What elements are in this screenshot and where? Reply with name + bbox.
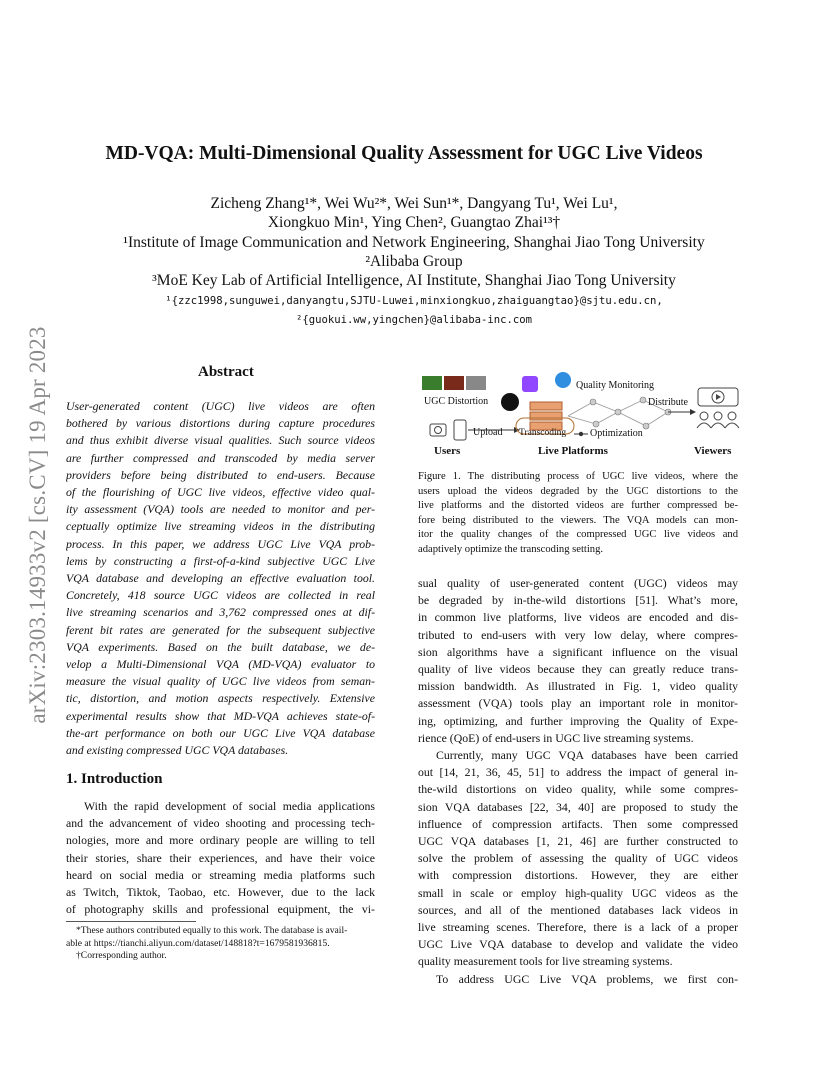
body-line: sual quality of user-generated content (UGC) videos may xyxy=(418,576,738,590)
caption-line: users upload the videos degraded by the UGC distortions to the xyxy=(418,485,738,497)
body-line: sion VQA databases [22, 34, 40] are proposed to study the xyxy=(418,799,738,814)
body-line: with compression distortions. However, they are either xyxy=(418,868,738,883)
body-line: To address UGC Live VQA problems, we first con- xyxy=(436,971,738,986)
body-line: quality measurement tools for live streaming systems. xyxy=(418,954,673,969)
label-upload: Upload xyxy=(473,427,503,438)
intro-line: their stories, share their experiences, and have their voice xyxy=(66,850,375,865)
affiliation-2: ²Alibaba Group xyxy=(365,253,463,270)
server-icon xyxy=(530,402,562,410)
abstract-line: and existing compressed UGC VQA databases. xyxy=(66,743,289,758)
caption-line: Figure 1. The distributing process of UGC live videos, where the xyxy=(418,471,738,482)
abstract-line: and thus exhibit diverse visual qualities. Such source videos xyxy=(66,433,375,448)
body-line: in common live platforms, live videos are encoded and dis- xyxy=(418,610,738,625)
caption-line: itor the quality changes of the compressed UGC live videos and xyxy=(418,529,738,541)
label-transcoding: Transcoding xyxy=(519,428,567,438)
body-line: quality of live videos because they can greatly reduce trans- xyxy=(418,662,738,677)
abstract-line: of the flourishing of UGC live videos, effective video qual- xyxy=(66,485,375,500)
label-viewers: Viewers xyxy=(694,445,732,457)
abstract-heading: Abstract xyxy=(198,364,254,380)
abstract-line: ity assessment (VQA) tools are needed to monitor and per- xyxy=(66,502,375,517)
thumbnail-icon xyxy=(422,376,442,390)
intro-line: nologies, more and more ordinary people are willing to tell xyxy=(66,833,375,848)
authors-line-1: Zicheng Zhang¹*, Wei Wu²*, Wei Sun¹*, Dangyang Tu¹, Wei Lu¹, xyxy=(210,195,618,212)
twitch-icon xyxy=(522,376,538,392)
abstract-line: experimental results show that MD-VQA achieves state-of- xyxy=(66,708,375,723)
abstract-line: velop a Multi-Dimensional VQA (MD-VQA) evaluator to xyxy=(66,657,375,672)
affiliation-1: ¹Institute of Image Communication and Network Engineering, Shanghai Jiao Tong University xyxy=(123,234,705,251)
intro-line: heard on social media or streaming media platforms such xyxy=(66,867,375,882)
mascot-icon xyxy=(555,372,571,388)
abstract-body xyxy=(66,398,375,759)
arxiv-id: arXiv:2303.14933v2 [cs.CV] 19 Apr 2023 xyxy=(25,326,50,724)
email-line-1: ¹{zzc1998,sunguwei,danyangtu,SJTU-Luwei,minxiongkuo,zhaiguangtao}@sjtu.edu.cn, xyxy=(165,295,663,307)
label-optimization: Optimization xyxy=(590,428,643,439)
right-column-body xyxy=(418,575,738,988)
label-ugc-distortion: UGC Distortion xyxy=(424,396,489,407)
camera-icon xyxy=(430,424,446,436)
abstract-line: tic, distortion, and motion aspects respectively. Extensive xyxy=(66,691,375,706)
intro-line: as Twitch, Tiktok, Taobao, etc. However, due to the lack xyxy=(66,885,375,900)
label-distribute: Distribute xyxy=(648,397,688,408)
label-users: Users xyxy=(434,445,461,457)
abstract-line: the-art performance on both our UGC Live VQA database xyxy=(66,725,375,740)
body-line: ing, optimizing, and further improving the Quality of Expe- xyxy=(418,713,738,728)
tiktok-icon xyxy=(501,393,519,411)
body-line: UGC VQA databases [1, 21, 46] are further constructed to xyxy=(418,834,738,849)
body-line: be degraded by in-the-wild distortions [51]. What’s more, xyxy=(418,593,738,608)
body-line: Currently, many UGC VQA databases have been carried xyxy=(436,748,738,763)
affiliation-3: ³MoE Key Lab of Artificial Intelligence, AI Institute, Shanghai Jiao Tong University xyxy=(152,272,676,289)
phone-icon xyxy=(454,420,466,440)
viewers-icon xyxy=(697,412,739,428)
intro-line: With the rapid development of social media applications xyxy=(84,799,375,813)
abstract-line: providers before being distributed to end-users. Because xyxy=(66,467,375,482)
abstract-line: live streaming scenarios and 3,762 compressed ones at dif- xyxy=(66,605,375,620)
body-line: tributed to end-users with very low delay, where compres- xyxy=(418,627,738,642)
body-line: solve the problem of assessing the quality of UGC videos xyxy=(418,851,738,866)
abstract-line: are further compressed and transcoded by media server xyxy=(66,450,375,465)
footnote-1-line-1: *These authors contributed equally to this work. The database is avail- xyxy=(76,925,348,936)
body-line: sources, and all of the mentioned databases lack videos in xyxy=(418,902,738,917)
body-line: the-wild distortions on video quality, while some compres- xyxy=(418,782,738,797)
authors-line-2: Xiongkuo Min¹, Ying Chen², Guangtao Zhai¹³† xyxy=(267,214,561,231)
footnote-rule xyxy=(66,921,196,922)
thumbnail-icon xyxy=(466,376,486,390)
intro-line: and the advancement of video shooting and processing tech- xyxy=(66,816,375,831)
abstract-line: VQA experiments. Based on the built database, we de- xyxy=(66,639,375,654)
abstract-line: ceptually optimize live streaming videos in the distributing xyxy=(66,519,375,534)
abstract-line: ferent bit rates are generated for the subsequent subjective xyxy=(66,622,375,637)
body-line: rience (QoE) of end-users in UGC live streaming systems. xyxy=(418,730,694,745)
body-line: influence of compression artifacts. Then some compressed xyxy=(418,816,738,831)
label-live-platforms: Live Platforms xyxy=(538,445,608,457)
abstract-line: measure the visual quality of UGC live videos from seman- xyxy=(66,674,375,689)
caption-line: fore being distributed to the viewers. The VQA models can mon- xyxy=(418,514,738,526)
email-line-2: ²{guokui.ww,yingchen}@alibaba-inc.com xyxy=(296,314,532,326)
body-line: sion algorithms have a significant influence on the visual xyxy=(418,644,738,659)
body-line: assessment (VQA) tools play an important role in monitor- xyxy=(418,696,738,711)
abstract-line: Concretely, 418 source UGC videos are collected in real xyxy=(66,588,375,603)
body-line: UGC Live VQA database to develop and validate the video xyxy=(418,937,738,952)
label-quality-monitoring: Quality Monitoring xyxy=(576,380,655,391)
body-line: live streaming scenes. Therefore, there is a lack of a proper xyxy=(418,920,738,935)
footnote-2: †Corresponding author. xyxy=(76,950,167,962)
thumbnail-icon xyxy=(444,376,464,390)
intro-body xyxy=(66,798,375,918)
body-line: mission bandwidth. As illustrated in Fig. 1, video quality xyxy=(418,679,738,694)
figure-1 xyxy=(418,372,740,460)
abstract-line: process. In this paper, we address UGC Live VQA prob- xyxy=(66,536,375,551)
figure-1-caption xyxy=(418,470,738,558)
arxiv-stamp xyxy=(22,285,54,765)
intro-heading: 1. Introduction xyxy=(66,771,163,787)
body-line: small in scale or employ high-quality UGC videos as the xyxy=(418,885,738,900)
abstract-line: lems by constructing a first-of-a-kind subjective UGC Live xyxy=(66,553,375,568)
abstract-line: bothered by various distortions during capture procedures xyxy=(66,416,375,431)
abstract-line: User-generated content (UGC) live videos are often xyxy=(66,399,375,413)
intro-line: of photography skills and professional equipment, the vi- xyxy=(66,902,375,917)
body-line: out [14, 21, 36, 45, 51] to address the impact of general in- xyxy=(418,765,738,780)
footnote-1-line-2: able at https://tianchi.aliyun.com/dataset/148818?t=1679581936815. xyxy=(66,937,330,949)
caption-line: adaptively optimize the transcoding setting. xyxy=(418,543,604,555)
abstract-line: VQA database and developing an effective evaluation tool. xyxy=(66,571,375,586)
paper-title: MD-VQA: Multi-Dimensional Quality Assessment for UGC Live Videos xyxy=(105,143,703,164)
caption-line: live platforms and the distorted videos are further compressed be- xyxy=(418,500,738,512)
footnotes xyxy=(66,925,375,963)
